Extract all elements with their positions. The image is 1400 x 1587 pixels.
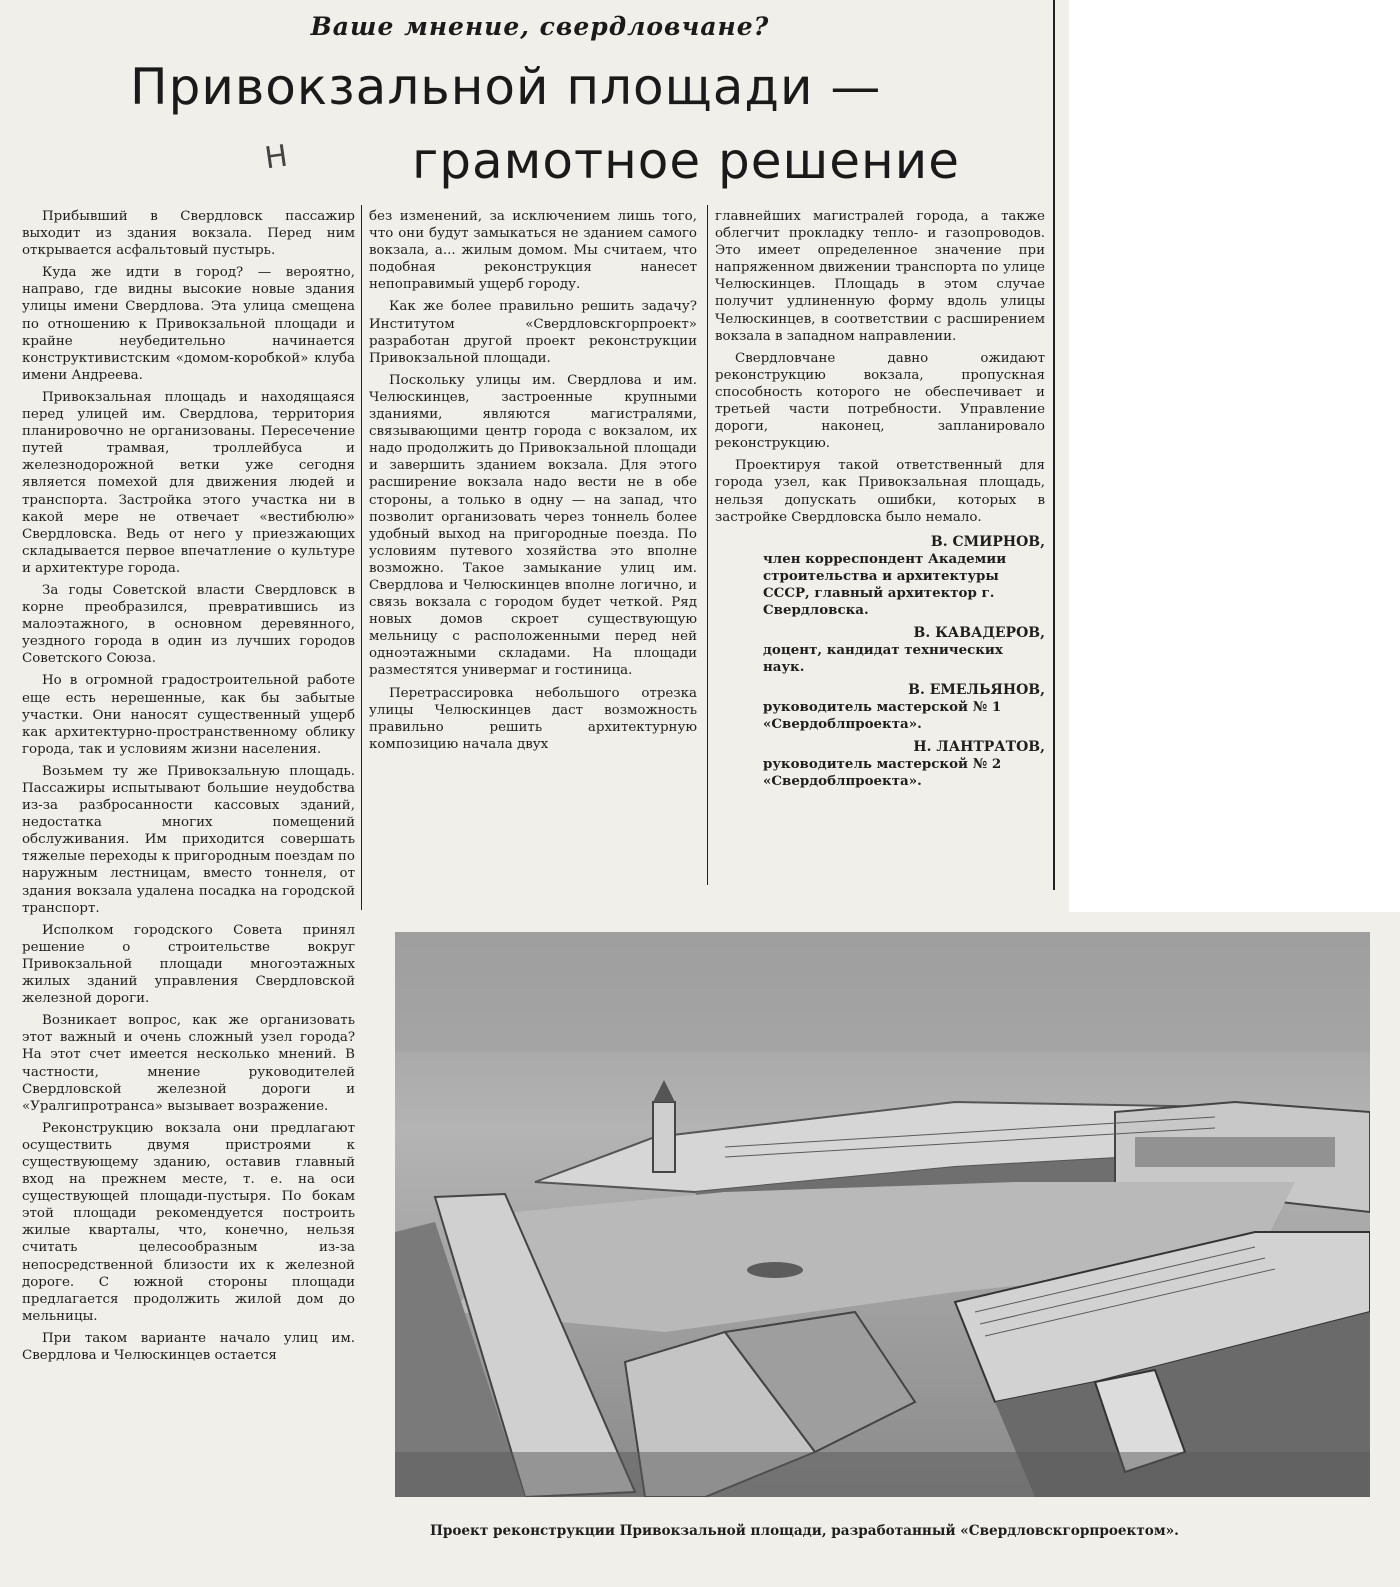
column-rule-2 [707, 205, 708, 885]
paragraph: Свердловчане давно ожидают реконструкцию вокзала, пропускная способность которого не обеспечивает и третьей части потребности. Управление дороги, наконец, запланировало реконструкцию. [715, 350, 1045, 452]
signature-role: руководитель мастерской № 2 «Свердоблпроекта». [763, 756, 1002, 790]
signature-name: В. СМИРНОВ, [930, 533, 1045, 550]
signature-role: член корреспондент Академии строительства и архитектуры СССР, главный архитектор г. Свердловска. [763, 550, 1007, 618]
signature-name: Н. ЛАНТРАТОВ, [913, 738, 1045, 755]
paragraph: Как же более правильно решить задачу? Институтом «Свердловскгорпроект» разработан другой проект реконструкции Привокзальной площади. [369, 299, 697, 366]
paragraph: без изменений, за исключением лишь того, что они будут замыкаться не зданием самого вокзала, а... жилым домом. Мы считаем, что подобная реконструкция нанесет непоправимый ущерб городу. [369, 209, 697, 293]
paragraph: При таком варианте начало улиц им. Свердлова и Челюскинцев остается [22, 1330, 355, 1363]
paragraph: главнейших магистралей города, а также облегчит прокладку тепло- и газопроводов. Это имеет определенное значение при напряженном движении транспорта по улице Челюскинцев. Площадь в этом случае получит удлиненную форму вдоль улицы Челюскинцев, в соответствии с расширением вокзала в западном направлении. [715, 209, 1045, 344]
paragraph: Привокзальная площадь и находящаяся перед улицей им. Свердлова, территория планировочно не организованы. Пересечение путей трамвая, троллейбуса и железнодорожной ветки уже сегодня является помехой для движения людей и транспорта. Застройка этого участка ни в какой мере не отвечает «вестибюлю» Свердловска. Ведь от него у приезжающих складывается первое впечатление о культуре и архитектуре города. [22, 389, 355, 576]
column-1 [22, 208, 355, 1369]
signature-role: руководитель мастерской № 1 «Свердоблпроекта». [763, 698, 1002, 732]
article-kicker: Ваше мнение, свердловчане? [310, 12, 770, 41]
paragraph: Возникает вопрос, как же организовать этот важный и очень сложный узел города? На этот счет имеется несколько мнений. В частности, мнение руководителей Свердловской железной дороги и «Уралгипротранса» вызывает возражение. [22, 1013, 355, 1114]
column-rule-1 [361, 205, 362, 910]
paragraph: Реконструкцию вокзала они предлагают осуществить двумя пристроями к существующему зданию, оставив главный вход на прежнем месте, т. е. на оси существующей площади-пустыря. По бокам этой площади рекомендуется построить жилые кварталы, что, конечно, нельзя считать целесообразным из-за непосредственной близости их к железной дороге. С южной стороны площади предлагается продолжить жилой дом до мельницы. [22, 1120, 355, 1324]
paragraph: Прибывший в Свердловск пассажир выходит из здания вокзала. Перед ним открывается асфальтовый пустырь. [22, 209, 355, 259]
right-column-rule [1053, 0, 1055, 890]
paragraph: Проектируя такой ответственный для города узел, как Привокзальная площадь, нельзя допускать ошибки, которых в застройке Свердловска было немало. [715, 458, 1045, 525]
paragraph: Поскольку улицы им. Свердлова и им. Челюскинцев, застроенные крупными зданиями, являются магистралями, связывающими центр города с вокзалом, их надо продолжить до Привокзальной площади и завершить зданием вокзала. Для этого расширение вокзала надо вести не в обе стороны, а только в одну — на запад, что позволит организовать через тоннель более удобный выход на пригородные поезда. По условиям путевого хозяйства это вполне возможно. Такое замыкание улиц им. Свердлова и Челюскинцев вполне логично, и связь вокзала с городом будет четкой. Ряд новых домов скроет существующую мельницу с расположенными перед ней одноэтажными складами. На площади разместятся универмаг и гостиница. [369, 372, 697, 679]
paragraph: Куда же идти в город? — вероятно, направо, где видны высокие новые здания улицы имени Свердлова. Эта улица смещена по отношению к Привокзальной площади и крайне неубедительно начинается конструктивистским «домом-коробкой» клуба имени Андреева. [22, 265, 355, 383]
signature-name: В. КАВАДЕРОВ, [913, 624, 1045, 641]
headline-line-1: Привокзальной площади — [130, 58, 882, 116]
column-3 [715, 208, 1045, 790]
paragraph: Перетрассировка небольшого отрезка улицы Челюскинцев даст возможность правильно решить архитектурную композицию начала двух [369, 685, 697, 752]
paragraph: Исполком городского Совета принял решение о строительстве вокруг Привокзальной площади многоэтажных жилых зданий управления Свердловской железной дороги. [22, 922, 355, 1007]
column-2 [369, 208, 697, 758]
paragraph: Возьмем ту же Привокзальную площадь. Пассажиры испытывают большие неудобства из-за разбросанности кассовых зданий, недостатка многих помещений обслуживания. Им приходится совершать тяжелые переходы к пригородным поездам по наружным лестницам, вместо тоннеля, от здания вокзала удалена посадка на городской транспорт. [22, 763, 355, 916]
headline-line-2: грамотное решение [412, 132, 960, 190]
paragraph: Но в огромной градостроительной работе еще есть нерешенные, как бы забытые участки. Они наносят существенный ущерб как архитектурно-пространственному облику города, так и условиям жизни населения. [22, 673, 355, 757]
photo-caption: Проект реконструкции Привокзальной площади, разработанный «Свердловскгорпроектом». [430, 1523, 1179, 1539]
signature-role: доцент, кандидат технических наук. [763, 641, 1003, 675]
signature-block [715, 534, 1045, 790]
project-illustration [395, 932, 1370, 1497]
paragraph: За годы Советской власти Свердловск в корне преобразился, превратившись из малоэтажного, в основном деревянного, уездного города в один из лучших городов Советского Союза. [22, 582, 355, 667]
signature-name: В. ЕМЕЛЬЯНОВ, [908, 681, 1045, 698]
handwritten-mark: Н [262, 138, 290, 177]
